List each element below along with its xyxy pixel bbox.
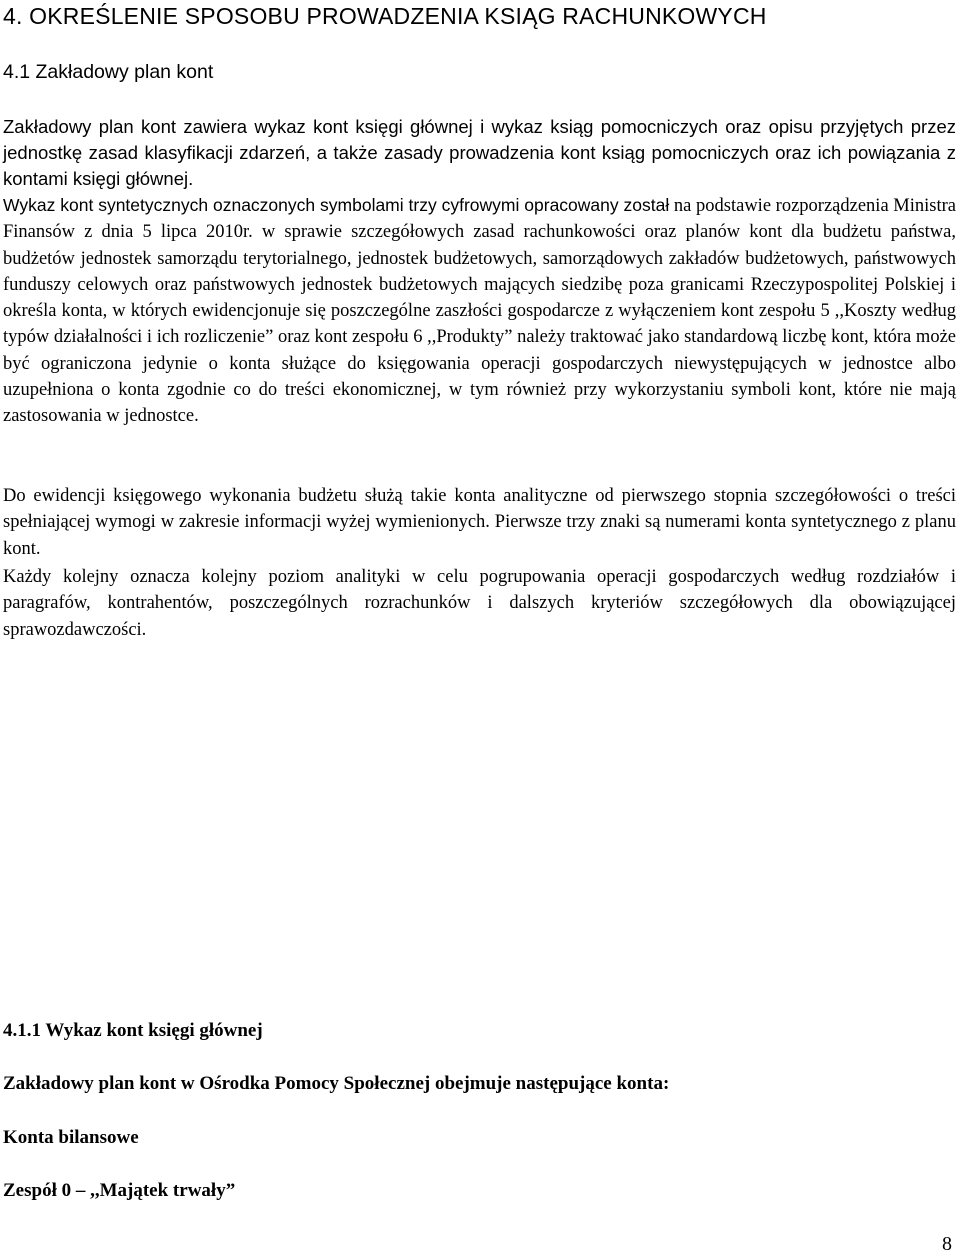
page-number: 8 bbox=[942, 1233, 952, 1255]
subsection-heading: 4.1 Zakładowy plan kont bbox=[3, 61, 214, 83]
konta-bilansowe-heading: Konta bilansowe bbox=[3, 1127, 139, 1148]
paragraph-intro: Zakładowy plan kont zawiera wykaz kont księgi głównej i wykaz ksiąg pomocniczych oraz opisu przyjętych przez jednostkę zasad klasyfikacji zdarzeń, a także zasady prowadzenia kont ksiąg pomocniczych oraz ich powiązania z kontami księgi głównej. bbox=[3, 116, 956, 190]
paragraph-wykaz-lead: Wykaz kont syntetycznych oznaczonych symbolami trzy cyfrowymi opracowany został bbox=[3, 195, 670, 215]
paragraph-wykaz bbox=[3, 192, 956, 430]
subsubsection-heading: 4.1.1 Wykaz kont księgi głównej bbox=[3, 1020, 263, 1041]
zespol-heading: Zespół 0 – ,,Majątek trwały” bbox=[3, 1180, 236, 1201]
paragraph-wykaz-rest: na podstawie rozporządzenia Ministra Finansów z dnia 5 lipca 2010r. w sprawie szczegółowych zasad rachunkowości oraz planów kont dla budżetu państwa, budżetów jednostek samorządu terytorialnego, jednostek budżetowych, samorządowych zakładów budżetowych, państwowych funduszy celowych oraz państwowych jednostek budżetowych mających siedzibę poza granicami Rzeczypospolitej Polskiej i określa konta, w których ewidencjonuje się poszczególne zaszłości gospodarcze z wyłączeniem kont zespołu 5 ,,Koszty według typów działalności i ich rozliczenie” oraz kont zespołu 6 ,,Produkty” należy traktować jako standardową liczbę kont, która może być ograniczona jedynie o konta służące do księgowania operacji gospodarczych niewystępujących w jednostce albo uzupełniona o konta zgodnie co do treści ekonomicznej, w tym również przy wykorzystaniu symboli kont, które nie mają zastosowania w jednostce. bbox=[3, 196, 956, 427]
plan-statement: Zakładowy plan kont w Ośrodka Pomocy Społecznej obejmuje następujące konta: bbox=[3, 1073, 670, 1094]
paragraph-kazdy: Każdy kolejny oznacza kolejny poziom analityki w celu pogrupowania operacji gospodarczych według rozdziałów i paragrafów, kontrahentów, poszczególnych rozrachunków i dalszych kryteriów szczegółowych dla obowiązującej sprawozdawczości. bbox=[3, 567, 956, 640]
section-heading: 4. OKREŚLENIE SPOSOBU PROWADZENIA KSIĄG RACHUNKOWYCH bbox=[3, 3, 767, 29]
paragraph-ewidencja: Do ewidencji księgowego wykonania budżetu służą takie konta analityczne od pierwszego stopnia szczegółowości o treści spełniającej wymogi w zakresie informacji wyżej wymienionych. Pierwsze trzy znaki są numerami konta syntetycznego z planu kont. bbox=[3, 486, 956, 559]
